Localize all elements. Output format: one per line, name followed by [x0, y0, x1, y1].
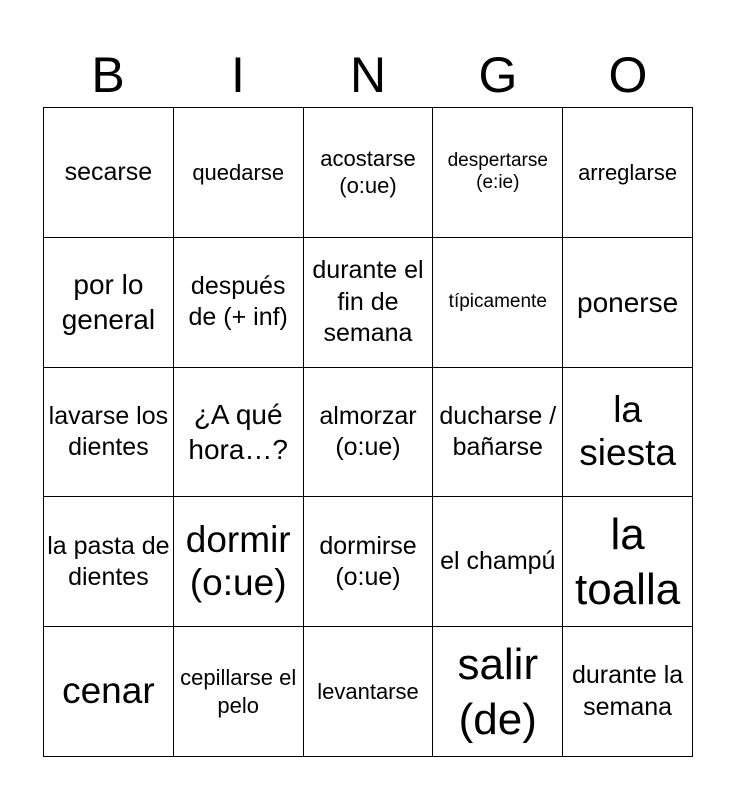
cell-text: durante la semana — [571, 661, 684, 721]
cell-text: secarse — [64, 157, 153, 186]
cell-text: dormirse (o:ue) — [319, 531, 417, 591]
cell-text: lavarse los dientes — [48, 401, 169, 461]
bingo-cell[interactable] — [174, 497, 304, 627]
cell-text: salir (de) — [457, 639, 539, 744]
bingo-cell[interactable] — [563, 238, 693, 368]
header-letter-i: I — [231, 47, 245, 103]
cell-text: típicamente — [448, 290, 547, 312]
bingo-cell[interactable] — [44, 368, 174, 498]
bingo-cell[interactable] — [174, 368, 304, 498]
header-letter-o: O — [608, 47, 648, 103]
bingo-cell[interactable] — [304, 368, 434, 498]
bingo-header — [43, 46, 693, 104]
bingo-cell[interactable] — [44, 238, 174, 368]
bingo-cell[interactable] — [304, 108, 434, 238]
cell-text: ¿A qué hora…? — [188, 398, 288, 465]
bingo-cell[interactable] — [304, 627, 434, 757]
bingo-cell[interactable] — [44, 108, 174, 238]
cell-text: arreglarse — [578, 159, 678, 185]
header-letter-g: G — [478, 47, 518, 103]
bingo-cell[interactable] — [174, 627, 304, 757]
cell-text: despertarse (e:ie) — [447, 149, 548, 194]
bingo-cell[interactable] — [304, 238, 434, 368]
cell-text: ducharse / bañarse — [439, 401, 557, 461]
cell-text: durante el fin de semana — [312, 256, 424, 347]
bingo-cell[interactable] — [433, 368, 563, 498]
cell-text: la toalla — [575, 509, 681, 614]
cell-text: después de (+ inf) — [188, 271, 288, 332]
bingo-cell[interactable] — [563, 368, 693, 498]
cell-text: acostarse (o:ue) — [320, 145, 416, 199]
cell-text: el champú — [440, 547, 556, 576]
cell-text: almorzar (o:ue) — [319, 401, 417, 461]
cell-text: quedarse — [192, 159, 285, 185]
bingo-cell[interactable] — [563, 108, 693, 238]
bingo-cell[interactable] — [433, 238, 563, 368]
cell-text: la siesta — [579, 389, 676, 473]
bingo-cell[interactable] — [433, 108, 563, 238]
cell-text: la pasta de dientes — [47, 531, 170, 591]
header-letter-n: N — [349, 47, 387, 103]
cell-text: cepillarse el pelo — [180, 665, 297, 718]
header-letter-b: B — [91, 47, 125, 103]
bingo-cell[interactable] — [44, 627, 174, 757]
cell-text: ponerse — [577, 286, 679, 318]
bingo-cell[interactable] — [174, 238, 304, 368]
bingo-cell[interactable] — [563, 627, 693, 757]
bingo-cell[interactable] — [433, 497, 563, 627]
cell-text: por lo general — [61, 269, 156, 336]
cell-text: cenar — [62, 670, 155, 712]
bingo-cell[interactable] — [174, 108, 304, 238]
bingo-cell[interactable] — [44, 497, 174, 627]
bingo-cell[interactable] — [563, 497, 693, 627]
bingo-cell[interactable] — [304, 497, 434, 627]
cell-text: levantarse — [317, 678, 419, 704]
cell-text: dormir (o:ue) — [185, 519, 291, 603]
bingo-board — [43, 107, 693, 757]
bingo-cell[interactable] — [433, 627, 563, 757]
